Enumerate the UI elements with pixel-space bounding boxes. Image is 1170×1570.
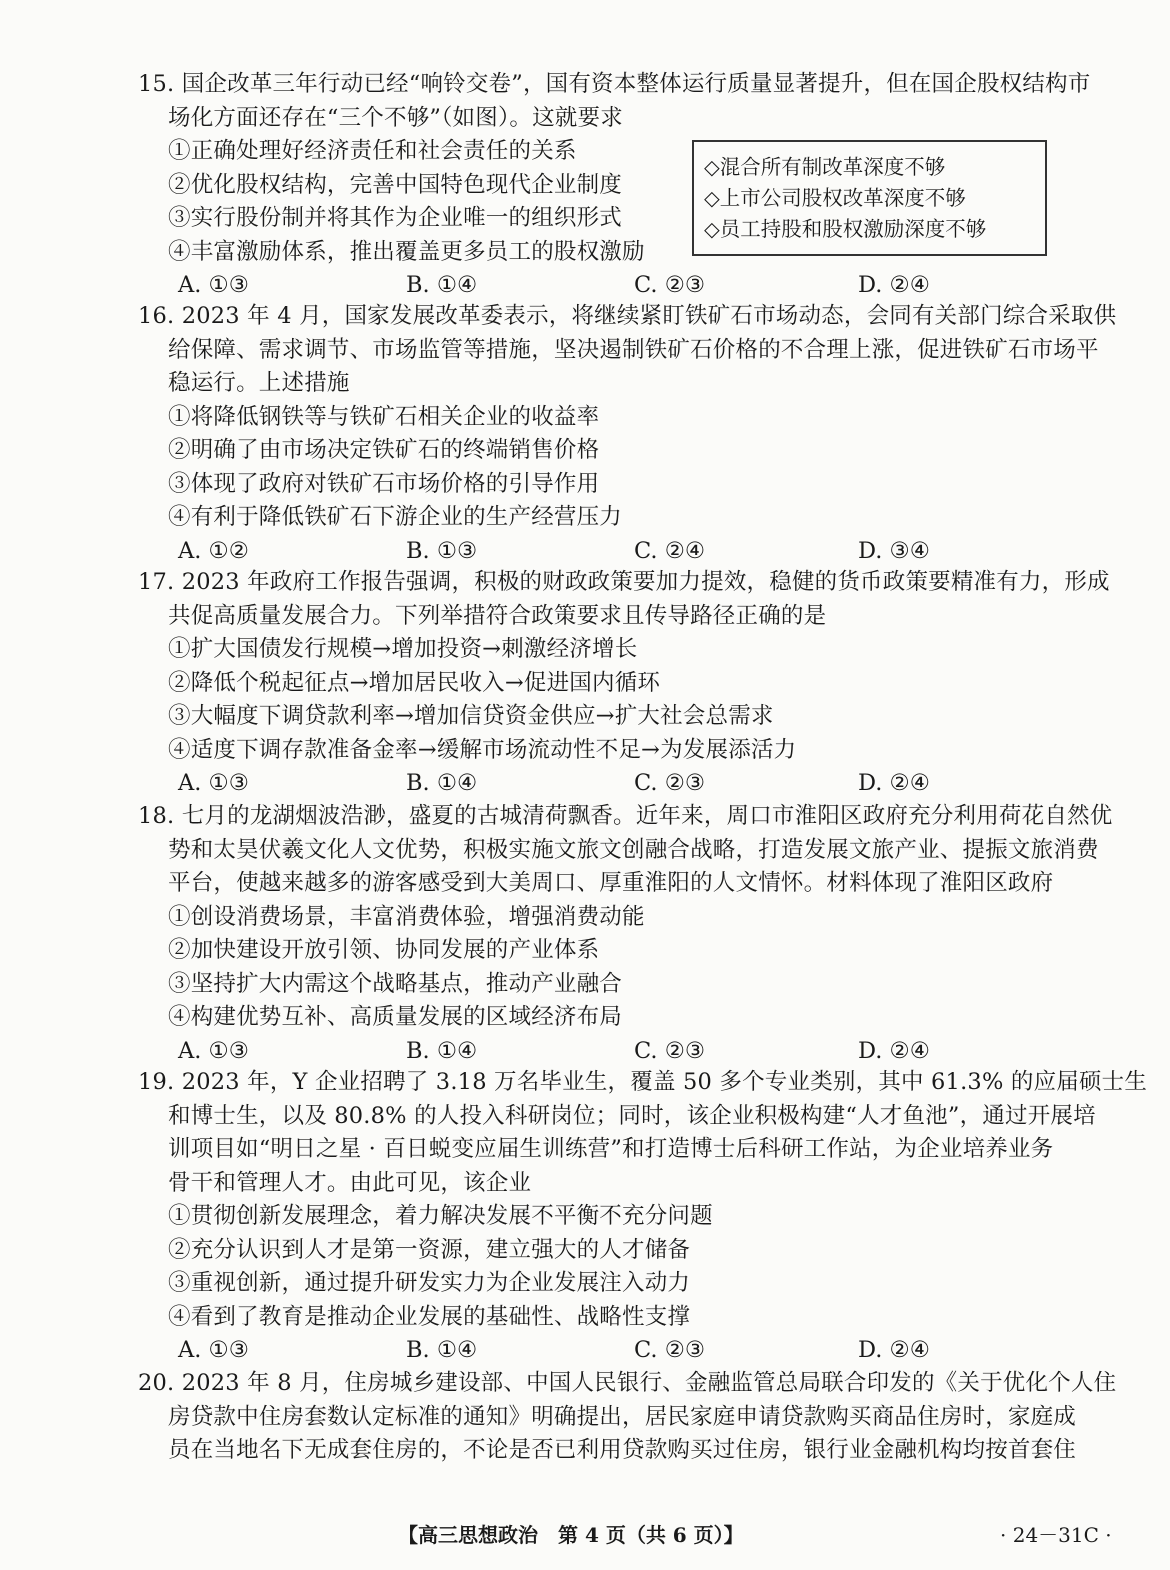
question-16-stem-line-2: 给保障、需求调节、市场监管等措施，坚决遏制铁矿石价格的不合理上涨，促进铁矿石市场平 — [168, 336, 1099, 363]
question-19-stem-line-2: 和博士生，以及 80.8% 的人投入科研岗位；同时，该企业积极构建“人才鱼池”，通过开展培 — [168, 1102, 1096, 1129]
choice-a: A. ①② — [178, 537, 249, 564]
info-box-item: ◇员工持股和股权激励深度不够 — [704, 217, 987, 241]
question-15-option-1: ①正确处理好经济责任和社会责任的关系 — [168, 138, 577, 164]
choice-b: B. ①③ — [406, 537, 478, 564]
choice-d: D. ②④ — [858, 272, 930, 298]
question-18 — [138, 800, 1113, 1068]
info-box-item: ◇上市公司股权改革深度不够 — [704, 186, 966, 210]
choice-d: D. ③④ — [858, 537, 930, 564]
question-18-stem-line-2: 势和太昊伏羲文化人文优势，积极实施文旅文创融合战略，打造发展文旅产业、提振文旅消费 — [168, 836, 1099, 863]
footer-code: · 24－31C · — [1000, 1523, 1112, 1547]
question-19-stem-line-1: 19. 2023 年，Y 企业招聘了 3.18 万名毕业生，覆盖 50 多个专业类别，其中 61.3% 的应届硕士生 — [138, 1069, 1148, 1095]
choice-a: A. ①③ — [178, 1337, 249, 1363]
question-19-choices — [138, 1334, 1058, 1368]
question-16-choices — [138, 535, 1058, 569]
question-19-option-3: ③重视创新，通过提升研发实力为企业发展注入动力 — [168, 1270, 691, 1296]
question-16-stem-line-1: 16. 2023 年 4 月，国家发展改革委表示，将继续紧盯铁矿石市场动态，会同有关部门综合采取供 — [138, 303, 1117, 329]
question-17-stem-line-1: 17. 2023 年政府工作报告强调，积极的财政政策要加力提效，稳健的货币政策要精准有力，形成 — [138, 569, 1110, 595]
question-18-stem-line-3: 平台，使越来越多的游客感受到大美周口、厚重淮阳的人文情怀。材料体现了淮阳区政府 — [168, 870, 1054, 896]
question-16-option-1: ①将降低钢铁等与铁矿石相关企业的收益率 — [168, 403, 600, 430]
question-15-option-3: ③实行股份制并将其作为企业唯一的组织形式 — [168, 205, 623, 231]
choice-d: D. ②④ — [858, 1037, 930, 1064]
question-20-stem-line-1: 20. 2023 年 8 月，住房城乡建设部、中国人民银行、金融监管总局联合印发的《关于优化个人住 — [138, 1370, 1117, 1396]
question-16 — [138, 300, 1117, 568]
choice-a: A. ①③ — [178, 770, 249, 796]
question-17-option-1: ①扩大国债发行规模→增加投资→刺激经济增长 — [168, 636, 638, 662]
question-17-option-3: ③大幅度下调贷款利率→增加信贷资金供应→扩大社会总需求 — [168, 703, 774, 729]
question-18-stem-line-1: 18. 七月的龙湖烟波浩渺，盛夏的古城清荷飘香。近年来，周口市淮阳区政府充分利用荷花自然优 — [138, 803, 1113, 829]
question-18-option-2: ②加快建设开放引领、协同发展的产业体系 — [168, 937, 600, 963]
choice-c: C. ②④ — [634, 537, 706, 564]
question-19-option-1: ①贯彻创新发展理念，着力解决发展不平衡不充分问题 — [168, 1203, 713, 1229]
question-19-option-2: ②充分认识到人才是第一资源，建立强大的人才储备 — [168, 1236, 691, 1263]
choice-b: B. ①④ — [406, 272, 478, 298]
question-18-option-1: ①创设消费场景，丰富消费体验，增强消费动能 — [168, 903, 645, 930]
choice-b: B. ①④ — [406, 1337, 478, 1363]
question-19-stem-line-4: 骨干和管理人才。由此可见，该企业 — [168, 1169, 532, 1196]
question-16-stem-line-3: 稳运行。上述措施 — [168, 370, 350, 396]
question-15-info-box — [692, 140, 1047, 256]
choice-c: C. ②③ — [634, 1037, 706, 1064]
question-17-option-2: ②降低个税起征点→增加居民收入→促进国内循环 — [168, 669, 661, 696]
question-17-choices — [138, 767, 1058, 801]
question-16-option-3: ③体现了政府对铁矿石市场价格的引导作用 — [168, 470, 600, 497]
footer-page-info: 【高三思想政治 第 4 页（共 6 页）】 — [398, 1523, 744, 1547]
question-15-stem-line-2: 场化方面还存在“三个不够”（如图）。这就要求 — [168, 104, 623, 131]
choice-a: A. ①③ — [178, 272, 249, 298]
choice-c: C. ②③ — [634, 1337, 706, 1363]
question-18-option-3: ③坚持扩大内需这个战略基点，推动产业融合 — [168, 970, 623, 997]
question-15-stem-line-1: 15. 国企改革三年行动已经“响铃交卷”，国有资本整体运行质量显著提升，但在国企股权结构市 — [138, 71, 1091, 97]
question-17-option-4: ④适度下调存款准备金率→缓解市场流动性不足→为发展添活力 — [168, 736, 797, 763]
question-20-stem-line-2: 房贷款中住房套数认定标准的通知》明确提出，居民家庭申请贷款购买商品住房时，家庭成 — [168, 1403, 1077, 1430]
question-16-option-2: ②明确了由市场决定铁矿石的终端销售价格 — [168, 437, 600, 463]
info-box-item: ◇混合所有制改革深度不够 — [704, 155, 946, 179]
question-17 — [138, 566, 1110, 801]
choice-a: A. ①③ — [178, 1037, 249, 1064]
choice-b: B. ①④ — [406, 770, 478, 796]
choice-d: D. ②④ — [858, 770, 930, 796]
question-16-option-4: ④有利于降低铁矿石下游企业的生产经营压力 — [168, 504, 623, 530]
question-15-choices — [138, 269, 1058, 303]
choice-c: C. ②③ — [634, 770, 706, 796]
question-20 — [138, 1367, 1117, 1468]
choice-d: D. ②④ — [858, 1337, 930, 1363]
question-15-option-2: ②优化股权结构，完善中国特色现代企业制度 — [168, 171, 623, 198]
choice-b: B. ①④ — [406, 1037, 478, 1064]
question-19 — [138, 1066, 1148, 1368]
question-19-option-4: ④看到了教育是推动企业发展的基础性、战略性支撑 — [168, 1303, 691, 1330]
question-18-choices — [138, 1035, 1058, 1069]
question-18-option-4: ④构建优势互补、高质量发展的区域经济布局 — [168, 1004, 623, 1030]
choice-c: C. ②③ — [634, 272, 706, 298]
question-20-stem-line-3: 员在当地名下无成套住房的，不论是否已利用贷款购买过住房，银行业金融机构均按首套住 — [168, 1437, 1077, 1463]
question-17-stem-line-2: 共促高质量发展合力。下列举措符合政策要求且传导路径正确的是 — [168, 602, 827, 629]
question-15-option-4: ④丰富激励体系，推出覆盖更多员工的股权激励 — [168, 238, 645, 265]
question-19-stem-line-3: 训项目如“明日之星 · 百日蜕变应届生训练营”和打造博士后科研工作站，为企业培养业务 — [168, 1136, 1054, 1162]
